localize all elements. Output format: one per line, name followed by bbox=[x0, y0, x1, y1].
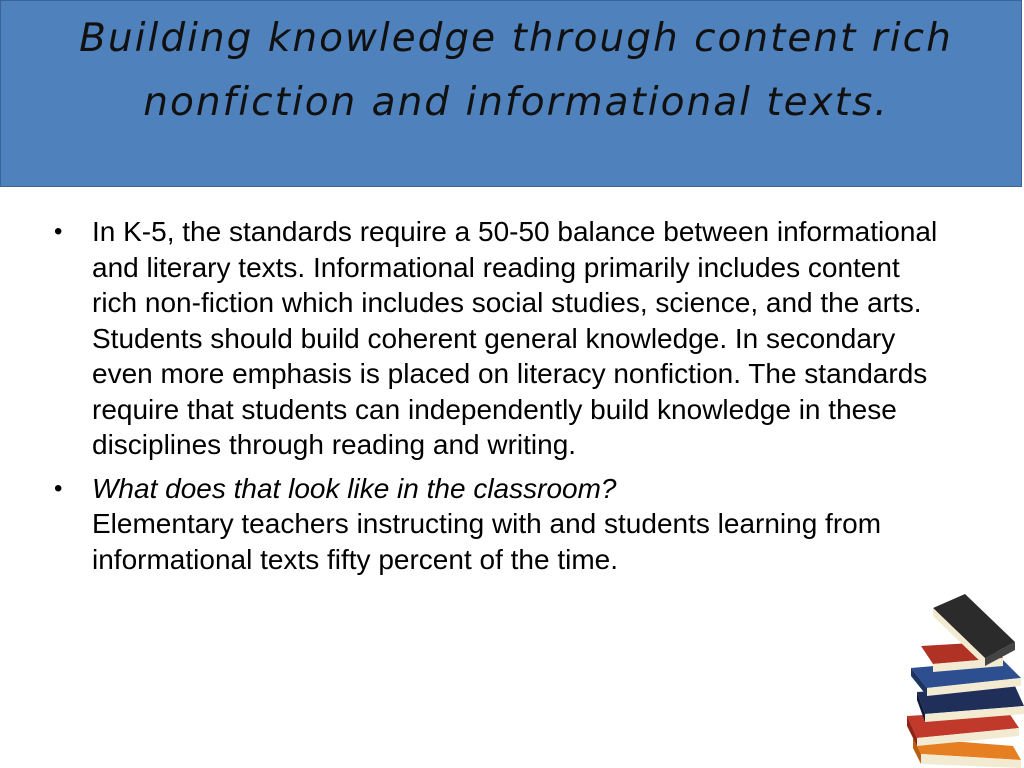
bullet-item-1 bbox=[52, 214, 952, 463]
bullet-text-2: Elementary teachers instructing with and students learning from informational texts fifty percent of the time. bbox=[92, 508, 882, 575]
bullet-item-2 bbox=[52, 471, 952, 578]
bullet-dot-icon: • bbox=[54, 218, 63, 245]
bullet-text-1: In K-5, the standards require a 50-50 balance between informational and literary texts. Informational reading primarily includes content rich non-fiction which includes social studies, science, and the arts. Students should build coherent general knowledge. In secondary even more emphasis is placed on literacy nonfiction. The standards require that students can independently build knowledge in these disciplines through reading and writing. bbox=[92, 216, 938, 460]
slide-title: Building knowledge through content rich nonfiction and informational texts. bbox=[79, 16, 953, 125]
bullet-question: What does that look like in the classroom? bbox=[92, 472, 617, 504]
title-banner bbox=[0, 0, 1022, 187]
bullet-list bbox=[52, 214, 952, 585]
stack-of-books-icon bbox=[903, 588, 1024, 768]
bullet-dot-icon: • bbox=[54, 474, 63, 502]
